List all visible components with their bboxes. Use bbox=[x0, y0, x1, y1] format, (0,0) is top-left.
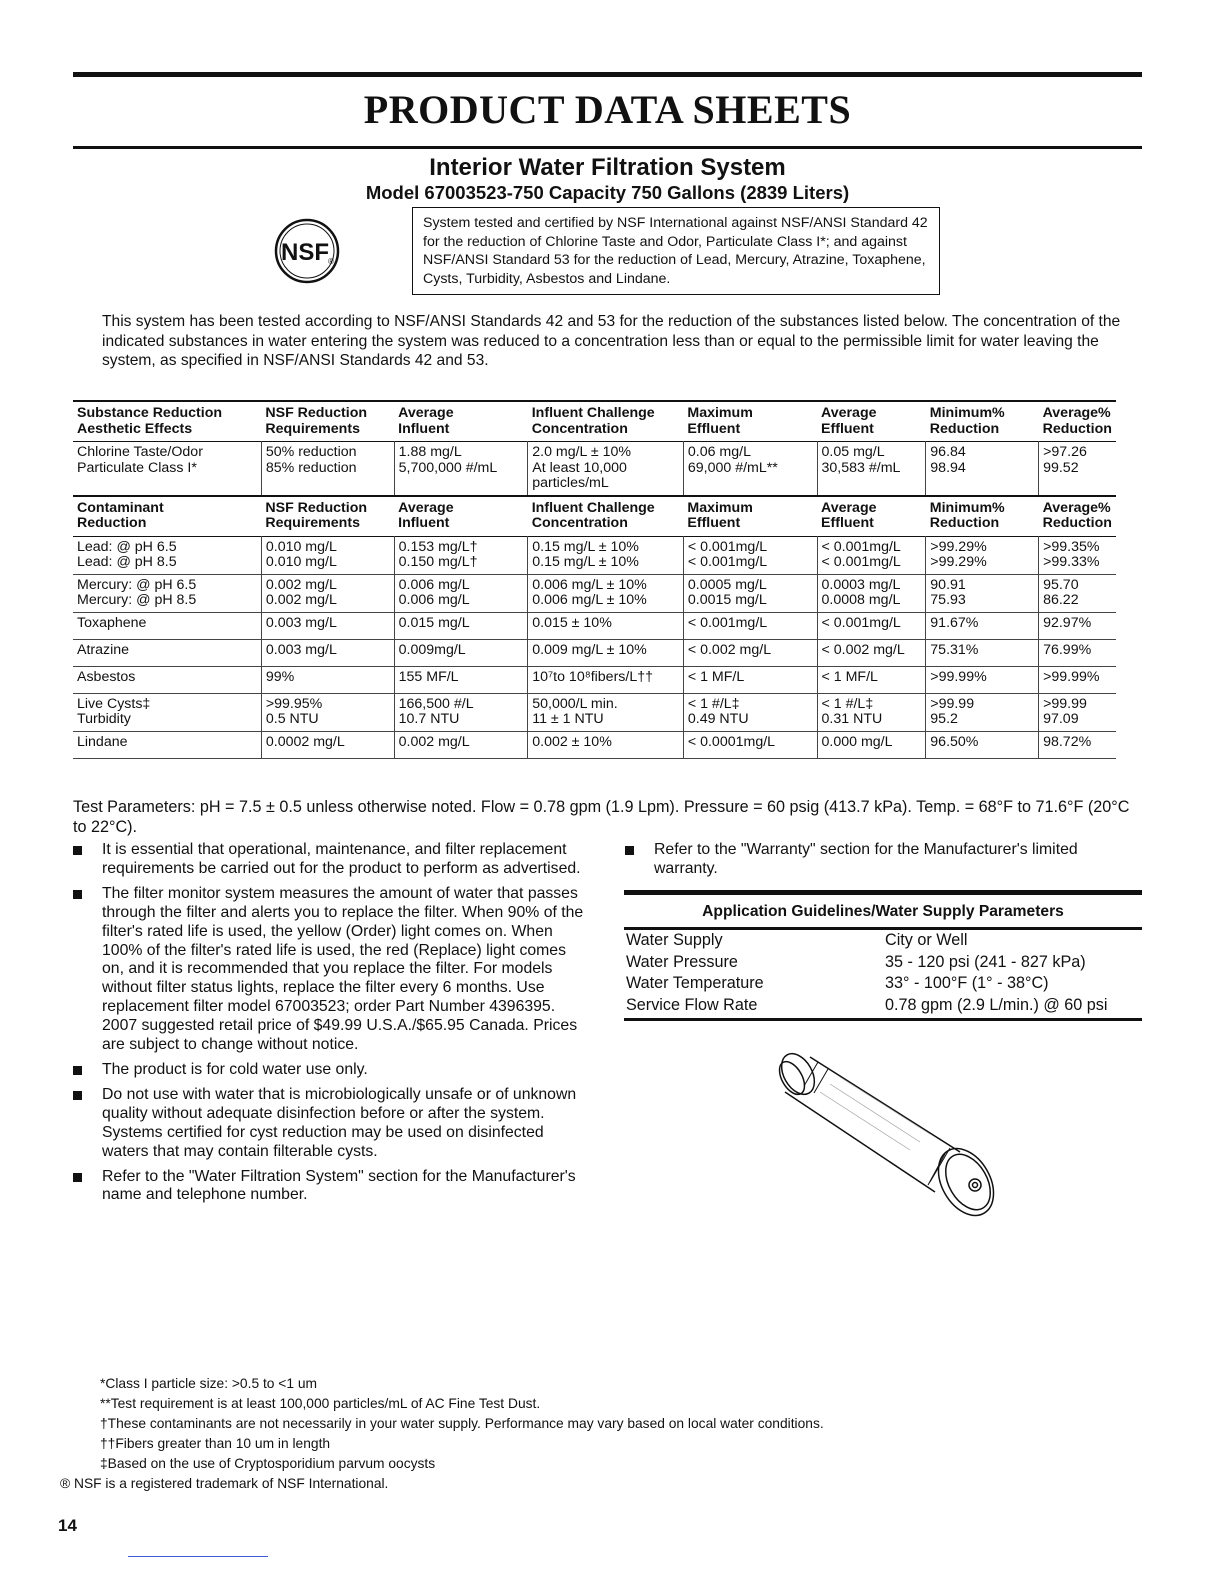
table-cell: Asbestos bbox=[77, 668, 136, 685]
left-bullet-list bbox=[73, 841, 588, 1211]
table-cell: Maximum Effluent bbox=[687, 405, 753, 437]
model-title: Model 67003523-750 Capacity 750 Gallons (2839 Liters) bbox=[365, 182, 850, 203]
reduction-table bbox=[73, 400, 1116, 759]
table-cell: 1.88 mg/L 5,700,000 #/mL bbox=[394, 442, 528, 496]
table-header-row bbox=[73, 401, 1116, 442]
test-parameters: Test Parameters: pH = 7.5 ± 0.5 unless otherwise noted. Flow = 0.78 gpm (1.9 Lpm). Pressure = 60 psig (413.7 kPa). Temp. = 68°F to 71.6°F (20°C to 22°C). bbox=[73, 798, 1130, 836]
guidelines-value: City or Well bbox=[885, 931, 968, 949]
guidelines-label: Service Flow Rate bbox=[626, 995, 758, 1014]
table-cell: 0.0005 mg/L 0.0015 mg/L bbox=[683, 574, 817, 612]
table-cell: NSF Reduction Requirements bbox=[265, 499, 368, 531]
table-cell: < 0.001mg/L bbox=[683, 612, 817, 639]
bullet-square-icon bbox=[73, 846, 82, 855]
table-cell: 96.50% bbox=[926, 731, 1039, 758]
table-cell: 0.002 mg/L bbox=[394, 731, 528, 758]
table-cell: 92.97% bbox=[1039, 612, 1116, 639]
nsf-logo-text: NSF bbox=[281, 239, 329, 266]
table-cell: >99.95% 0.5 NTU bbox=[261, 693, 394, 731]
guidelines-label: Water Pressure bbox=[626, 952, 738, 971]
table-row bbox=[73, 574, 1116, 612]
title-rule bbox=[73, 146, 1142, 149]
bullet-text: The product is for cold water use only. bbox=[102, 1060, 368, 1078]
table-cell: 2.0 mg/L ± 10% At least 10,000 particles/mL bbox=[528, 442, 684, 496]
table-cell: Chlorine Taste/Odor Particulate Class I* bbox=[77, 444, 203, 476]
table-cell: Minimum% Reduction bbox=[929, 405, 1005, 437]
table-cell: Substance Reduction Aesthetic Effects bbox=[77, 405, 223, 437]
table-cell: NSF Reduction Requirements bbox=[265, 405, 368, 437]
footnote: *Class I particle size: >0.5 to <1 um bbox=[100, 1376, 318, 1391]
table-row bbox=[73, 442, 1116, 496]
table-cell: < 1 #/L‡ 0.31 NTU bbox=[817, 693, 926, 731]
table-cell: < 1 MF/L bbox=[817, 666, 926, 693]
table-cell: 155 MF/L bbox=[394, 666, 528, 693]
intro-paragraph: This system has been tested according to NSF/ANSI Standards 42 and 53 for the reduction of the substances listed below. The concentration of the indicated substances in water entering the system was reduced to a concentration less than or equal to the permissible limit for water leaving the system, as specified in NSF/ANSI Standards 42 and 53. bbox=[102, 313, 1121, 369]
footnote: **Test requirement is at least 100,000 particles/mL of AC Fine Test Dust. bbox=[100, 1395, 541, 1411]
table-row bbox=[73, 693, 1116, 731]
guidelines-row bbox=[624, 973, 1142, 995]
table-cell: < 1 #/L‡ 0.49 NTU bbox=[683, 693, 817, 731]
table-cell: Average% Reduction bbox=[1042, 499, 1112, 531]
top-rule bbox=[73, 72, 1142, 77]
table-cell: Lindane bbox=[77, 733, 128, 750]
table-cell: Average Influent bbox=[398, 499, 454, 531]
table-cell: 0.0003 mg/L 0.0008 mg/L bbox=[817, 574, 926, 612]
table-cell: 0.006 mg/L 0.006 mg/L bbox=[394, 574, 528, 612]
table-row bbox=[73, 731, 1116, 758]
table-cell: >99.29% >99.29% bbox=[926, 536, 1039, 574]
table-row bbox=[73, 639, 1116, 666]
bullet-square-icon bbox=[73, 1091, 82, 1100]
bullet-text: The filter monitor system measures the amount of water that passes through the filter and alerts you to replace the filter. When 90% of the filter's rated life is used, the yellow (Order) light comes on. When 100% of the filter's rated life is used, the red (Replace) light comes on, and it is recommended that you replace the filter. For models without filter status lights, replace the filter every 6 months. Use replacement filter model 67003523; order Part Number 4396395. 2007 suggested retail price of $49.99 U.S.A./$65.95 Canada. Prices are subject to change without notice. bbox=[102, 884, 584, 1054]
guidelines-value: 0.78 gpm (2.9 L/min.) @ 60 psi bbox=[885, 995, 1108, 1014]
nsf-logo-icon bbox=[274, 218, 340, 284]
table-cell: 0.003 mg/L bbox=[261, 612, 394, 639]
table-cell: < 0.001mg/L < 0.001mg/L bbox=[817, 536, 926, 574]
table-cell: 0.05 mg/L 30,583 #/mL bbox=[817, 442, 926, 496]
list-item bbox=[73, 1086, 588, 1162]
footnote: †These contaminants are not necessarily in your water supply. Performance may vary based on local water conditions. bbox=[100, 1415, 824, 1431]
footnote: ††Fibers greater than 10 um in length bbox=[100, 1435, 331, 1451]
table-row bbox=[73, 612, 1116, 639]
table-cell: 50,000/L min. 11 ± 1 NTU bbox=[528, 693, 684, 731]
table-cell: Minimum% Reduction bbox=[929, 499, 1005, 531]
trademark-note: ® NSF is a registered trademark of NSF International. bbox=[60, 1475, 389, 1491]
guidelines-value: 33° - 100°F (1° - 38°C) bbox=[885, 974, 1049, 993]
table-cell: 0.002 ± 10% bbox=[528, 731, 684, 758]
guidelines-row bbox=[624, 952, 1142, 974]
guidelines-table bbox=[624, 890, 1142, 1021]
table-cell: Average Influent bbox=[398, 405, 454, 437]
bullet-square-icon bbox=[73, 1173, 82, 1182]
table-cell: 0.003 mg/L bbox=[261, 639, 394, 666]
list-item bbox=[73, 885, 588, 1055]
table-cell: < 1 MF/L bbox=[683, 666, 817, 693]
table-cell: Average% Reduction bbox=[1042, 405, 1112, 437]
table-cell: 0.010 mg/L 0.010 mg/L bbox=[261, 536, 394, 574]
bullet-text: Refer to the "Warranty" section for the Manufacturer's limited warranty. bbox=[654, 841, 1078, 877]
table-cell: < 0.0001mg/L bbox=[683, 731, 817, 758]
table-cell: >99.99% bbox=[926, 666, 1039, 693]
bullet-square-icon bbox=[73, 1066, 82, 1075]
nsf-logo-mark: ® bbox=[328, 257, 334, 266]
bullet-text: Refer to the "Water Filtration System" section for the Manufacturer's name and telephone number. bbox=[102, 1167, 576, 1204]
table-cell: 0.002 mg/L 0.002 mg/L bbox=[261, 574, 394, 612]
table-cell: Lead: @ pH 6.5 Lead: @ pH 8.5 bbox=[77, 538, 177, 570]
table-cell: 0.0002 mg/L bbox=[261, 731, 394, 758]
table-header-row bbox=[73, 496, 1116, 537]
list-item bbox=[73, 841, 588, 879]
table-cell: 99% bbox=[261, 666, 394, 693]
table-cell: 0.015 mg/L bbox=[394, 612, 528, 639]
page-number: 14 bbox=[58, 1516, 77, 1535]
table-cell: 91.67% bbox=[926, 612, 1039, 639]
table-cell: 76.99% bbox=[1039, 639, 1116, 666]
table-cell: 0.000 mg/L bbox=[817, 731, 926, 758]
guidelines-row bbox=[624, 995, 1142, 1017]
list-item bbox=[73, 1061, 588, 1080]
table-cell: Mercury: @ pH 6.5 Mercury: @ pH 8.5 bbox=[77, 576, 197, 608]
table-cell: < 0.002 mg/L bbox=[817, 639, 926, 666]
table-cell: 0.015 ± 10% bbox=[528, 612, 684, 639]
table-cell: 96.84 98.94 bbox=[926, 442, 1039, 496]
table-cell: 75.31% bbox=[926, 639, 1039, 666]
water-filter-illustration bbox=[770, 1022, 1020, 1222]
table-cell: 98.72% bbox=[1039, 731, 1116, 758]
table-row bbox=[73, 666, 1116, 693]
table-cell: 0.06 mg/L 69,000 #/mL** bbox=[683, 442, 817, 496]
table-cell: >99.99 95.2 bbox=[926, 693, 1039, 731]
guidelines-bottom-rule bbox=[624, 1018, 1142, 1021]
table-cell: >99.99 97.09 bbox=[1039, 693, 1116, 731]
system-title: Interior Water Filtration System bbox=[429, 154, 786, 181]
bullet-text: Do not use with water that is microbiologically unsafe or of unknown quality without adequate disinfection before or after the system. Systems certified for cyst reduction may be used on disinfected waters that may contain filterable cysts. bbox=[102, 1085, 577, 1160]
table-cell: Toxaphene bbox=[77, 614, 147, 631]
table-cell: 10⁷to 10⁸fibers/L†† bbox=[528, 666, 684, 693]
page-title: PRODUCT DATA SHEETS bbox=[363, 87, 852, 132]
table-cell: Atrazine bbox=[77, 641, 130, 658]
bullet-square-icon bbox=[625, 846, 634, 855]
table-cell: 0.009mg/L bbox=[394, 639, 528, 666]
table-cell: 166,500 #/L 10.7 NTU bbox=[394, 693, 528, 731]
table-cell: Contaminant Reduction bbox=[77, 499, 164, 531]
table-cell: >99.35% >99.33% bbox=[1039, 536, 1116, 574]
list-item bbox=[625, 841, 1145, 879]
footnotes bbox=[60, 1374, 1160, 1493]
warranty-bullet bbox=[625, 841, 1145, 885]
table-cell: 0.006 mg/L ± 10% 0.006 mg/L ± 10% bbox=[528, 574, 684, 612]
table-row bbox=[73, 536, 1116, 574]
certification-box: System tested and certified by NSF International against NSF/ANSI Standard 42 for the reduction of Chlorine Taste and Odor, Particulate Class I*; and against NSF/ANSI Standard 53 for the reduction of Lead, Mercury, Atrazine, Toxaphene, Cysts, Turbidity, Asbestos and Lindane. bbox=[412, 207, 940, 295]
table-cell: < 0.001mg/L bbox=[817, 612, 926, 639]
table-cell: Influent Challenge Concentration bbox=[531, 499, 655, 531]
link-underline[interactable] bbox=[128, 1556, 268, 1557]
table-cell: 90.91 75.93 bbox=[926, 574, 1039, 612]
table-cell: 0.15 mg/L ± 10% 0.15 mg/L ± 10% bbox=[528, 536, 684, 574]
list-item bbox=[73, 1168, 588, 1206]
table-cell: < 0.001mg/L < 0.001mg/L bbox=[683, 536, 817, 574]
bullet-square-icon bbox=[73, 890, 82, 899]
table-cell: >97.26 99.52 bbox=[1039, 442, 1116, 496]
guidelines-value: 35 - 120 psi (241 - 827 kPa) bbox=[885, 952, 1086, 971]
table-cell: 50% reduction 85% reduction bbox=[261, 442, 394, 496]
table-cell: Influent Challenge Concentration bbox=[531, 405, 655, 437]
table-cell: >99.99% bbox=[1039, 666, 1116, 693]
bullet-text: It is essential that operational, maintenance, and filter replacement requirements be carried out for the product to perform as advertised. bbox=[102, 841, 581, 877]
table-cell: Average Effluent bbox=[821, 405, 877, 437]
table-cell: 0.153 mg/L† 0.150 mg/L† bbox=[394, 536, 528, 574]
table-cell: 95.70 86.22 bbox=[1039, 574, 1116, 612]
table-cell: Maximum Effluent bbox=[687, 499, 753, 531]
guidelines-title: Application Guidelines/Water Supply Parameters bbox=[702, 903, 1064, 920]
guidelines-row bbox=[624, 930, 1142, 952]
table-cell: < 0.002 mg/L bbox=[683, 639, 817, 666]
footnote: ‡Based on the use of Cryptosporidium parvum oocysts bbox=[100, 1455, 436, 1471]
guidelines-label: Water Temperature bbox=[626, 974, 764, 993]
table-cell: 0.009 mg/L ± 10% bbox=[528, 639, 684, 666]
guidelines-label: Water Supply bbox=[626, 931, 723, 949]
table-cell: Average Effluent bbox=[821, 499, 877, 531]
table-cell: Live Cysts‡ Turbidity bbox=[77, 695, 151, 727]
